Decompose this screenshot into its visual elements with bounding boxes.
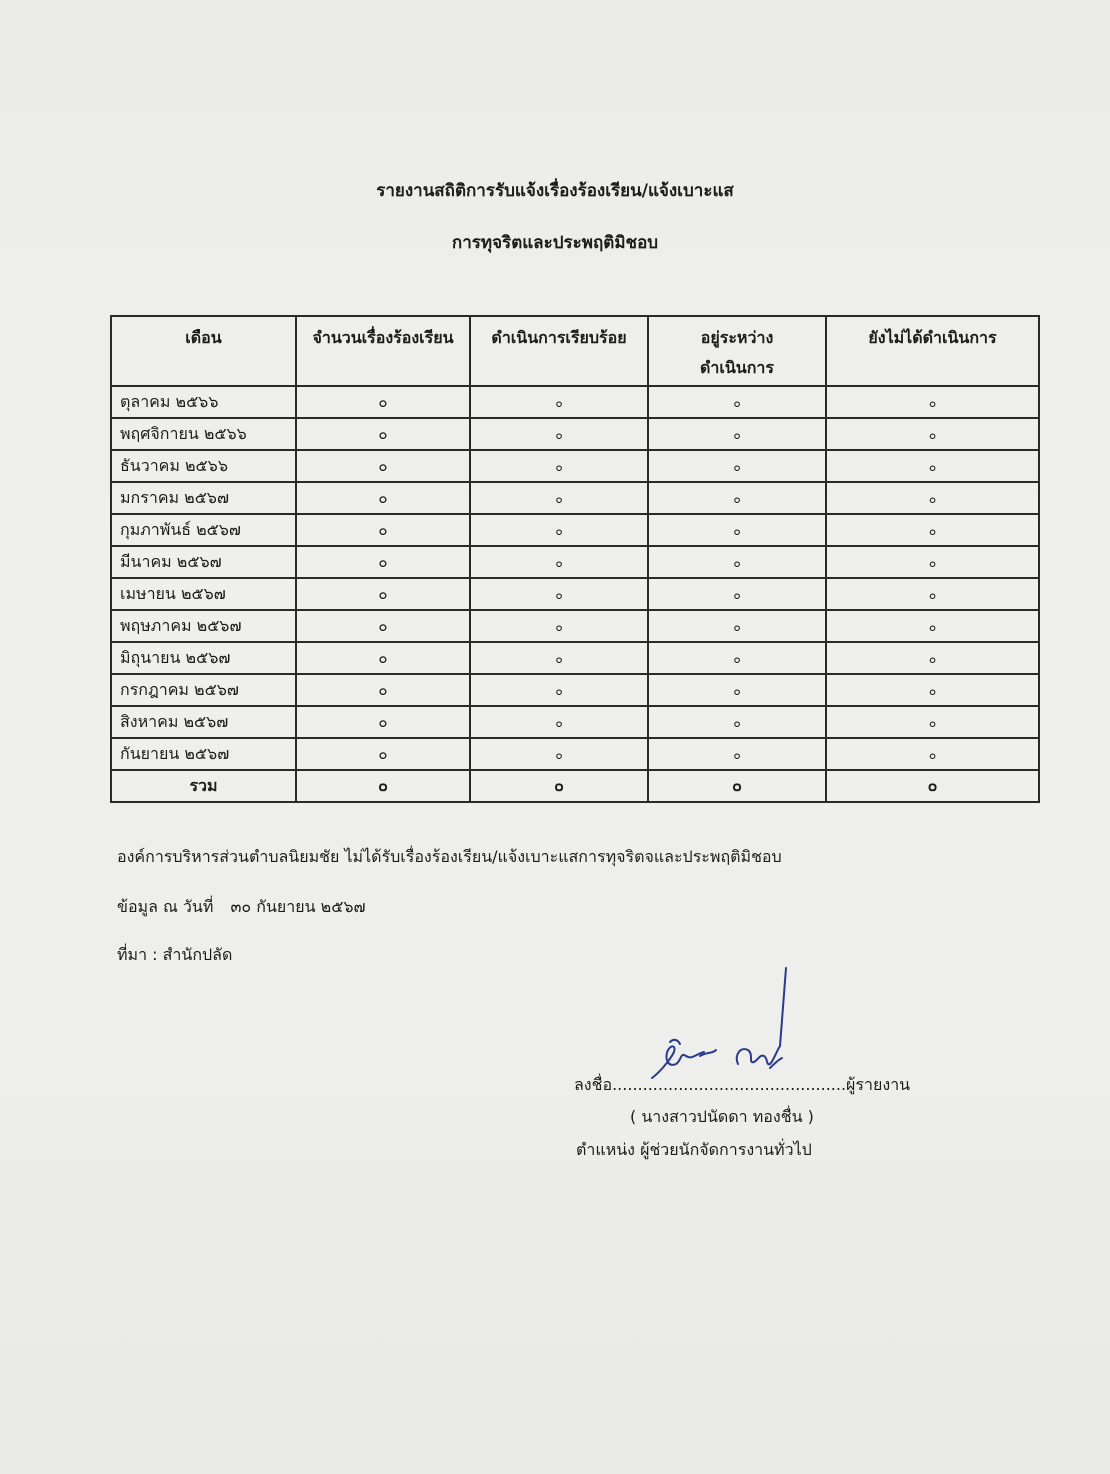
header-month: เดือน [111,316,296,386]
not-started-cell [826,418,1039,450]
table-header-row [111,316,1039,386]
received-cell [296,386,470,418]
in-progress-cell [648,578,826,610]
month-cell: กันยายน ๒๕๖๗ [111,738,296,770]
not-started-cell-value: ๐ [928,619,937,634]
in-progress-cell [648,738,826,770]
completed-cell-value: ๐ [555,555,563,570]
not-started-cell-value: ๐ [928,587,937,602]
received-cell [296,706,470,738]
sign-dots: .............................................. [612,1075,847,1094]
month-cell: ตุลาคม ๒๕๖๖ [111,386,296,418]
in-progress-cell-value: ๐ [733,395,741,410]
header-received: จำนวนเรื่องร้องเรียน [296,316,470,386]
not-started-cell [826,738,1039,770]
not-started-cell [826,642,1039,674]
total-row [111,770,1039,802]
received-cell-value: ๐ [378,457,388,475]
not-started-cell [826,546,1039,578]
table-row [111,482,1039,514]
in-progress-cell-value: ๐ [733,427,741,442]
not-started-cell [826,450,1039,482]
month-cell: พฤษภาคม ๒๕๖๗ [111,610,296,642]
completed-cell [470,706,648,738]
received-cell-value: ๐ [378,585,388,603]
completed-cell-value: ๐ [555,747,563,762]
complaint-statistics-table [110,315,1040,803]
table-row [111,674,1039,706]
completed-cell-value: ๐ [555,587,563,602]
not-started-cell [826,386,1039,418]
completed-cell [470,386,648,418]
received-cell-value: ๐ [378,489,388,507]
completed-cell [470,450,648,482]
source-text: ที่มา : สำนักปลัด [117,945,233,964]
month-cell: มิถุนายน ๒๕๖๗ [111,642,296,674]
not-started-cell-value: ๐ [928,555,937,570]
table-body [111,386,1039,802]
not-started-cell-value: ๐ [928,683,937,698]
table-row [111,386,1039,418]
received-cell [296,482,470,514]
completed-cell-value: ๐ [555,523,563,538]
received-cell [296,546,470,578]
completed-cell-value: ๐ [555,459,563,474]
completed-cell-value: ๐ [555,491,563,506]
completed-cell-value: ๐ [555,683,563,698]
total-completed-cell: ๐ [470,770,648,802]
completed-cell [470,610,648,642]
total-in-progress-cell: ๐ [648,770,826,802]
completed-cell [470,578,648,610]
received-cell-value: ๐ [378,393,388,411]
data-date [117,895,366,920]
table-row [111,738,1039,770]
in-progress-cell-value: ๐ [733,523,741,538]
in-progress-cell-value: ๐ [733,651,741,666]
signature-line [574,1073,910,1098]
not-started-cell-value: ๐ [928,491,937,506]
received-cell [296,674,470,706]
in-progress-cell [648,642,826,674]
table-row [111,642,1039,674]
received-cell [296,418,470,450]
received-cell-value: ๐ [378,617,388,635]
not-started-cell [826,482,1039,514]
table-row [111,546,1039,578]
report-title-line2: การทุจริตและประพฤติมิชอบ [451,233,659,253]
report-title [0,177,1110,204]
reporter-position: ตำแหน่ง ผู้ช่วยนักจัดการงานทั่วไป [576,1140,812,1159]
in-progress-cell [648,706,826,738]
received-cell [296,450,470,482]
not-started-cell-value: ๐ [928,715,937,730]
not-started-cell [826,578,1039,610]
completed-cell [470,674,648,706]
sign-suffix: ผู้รายงาน [846,1075,911,1094]
not-started-cell-value: ๐ [928,523,937,538]
completed-cell [470,546,648,578]
table-row [111,450,1039,482]
completed-cell [470,482,648,514]
statement-text: องค์การบริหารส่วนตำบลนิยมชัย ไม่ได้รับเรื่องร้องเรียน/แจ้งเบาะแสการทุจริตจและประพฤติมิชอบ [117,847,782,866]
header-in-progress-line2: ดำเนินการ [700,358,774,377]
completed-cell [470,642,648,674]
month-cell: ธันวาคม ๒๕๖๖ [111,450,296,482]
report-title-line1: รายงานสถิติการรับแจ้งเรื่องร้องเรียน/แจ้งเบาะแส [376,181,734,201]
in-progress-cell-value: ๐ [733,619,741,634]
in-progress-cell [648,482,826,514]
in-progress-cell-value: ๐ [733,555,741,570]
in-progress-cell-value: ๐ [733,683,741,698]
total-label-cell: รวม [111,770,296,802]
completed-cell [470,514,648,546]
in-progress-cell [648,610,826,642]
received-cell-value: ๐ [378,713,388,731]
received-cell [296,738,470,770]
completed-cell-value: ๐ [555,427,563,442]
received-cell-value: ๐ [378,521,388,539]
sign-prefix: ลงชื่อ [574,1075,613,1094]
received-cell [296,578,470,610]
table-row [111,418,1039,450]
received-cell [296,642,470,674]
header-in-progress [648,316,826,386]
data-date-label: ข้อมูล ณ วันที่ [117,897,214,916]
received-cell-value: ๐ [378,553,388,571]
header-completed: ดำเนินการเรียบร้อย [470,316,648,386]
not-started-cell-value: ๐ [928,747,937,762]
month-cell: สิงหาคม ๒๕๖๗ [111,706,296,738]
total-not-started-cell: ๐ [826,770,1039,802]
in-progress-cell [648,418,826,450]
not-started-cell-value: ๐ [928,651,937,666]
month-cell: เมษายน ๒๕๖๗ [111,578,296,610]
handwritten-signature [630,960,810,1090]
completed-cell [470,418,648,450]
in-progress-cell-value: ๐ [733,715,741,730]
header-not-started: ยังไม่ได้ดำเนินการ [826,316,1039,386]
received-cell-value: ๐ [378,649,388,667]
month-cell: พฤศจิกายน ๒๕๖๖ [111,418,296,450]
month-cell: กรกฎาคม ๒๕๖๗ [111,674,296,706]
not-started-cell [826,514,1039,546]
month-cell: มกราคม ๒๕๖๗ [111,482,296,514]
table-row [111,578,1039,610]
received-cell [296,514,470,546]
reporter-name: ( นางสาวปนัดดา ทองชื่น ) [630,1107,814,1126]
not-started-cell-value: ๐ [928,395,937,410]
received-cell-value: ๐ [378,425,388,443]
table-row [111,514,1039,546]
not-started-cell [826,674,1039,706]
received-cell-value: ๐ [378,745,388,763]
header-in-progress-line1: อยู่ระหว่าง [700,328,774,347]
month-cell: กุมภาพันธ์ ๒๕๖๗ [111,514,296,546]
not-started-cell-value: ๐ [928,459,937,474]
in-progress-cell [648,674,826,706]
report-subtitle [0,229,1110,256]
completed-cell-value: ๐ [555,619,563,634]
in-progress-cell-value: ๐ [733,587,741,602]
in-progress-cell [648,514,826,546]
in-progress-cell-value: ๐ [733,747,741,762]
in-progress-cell-value: ๐ [733,491,741,506]
completed-cell-value: ๐ [555,715,563,730]
in-progress-cell-value: ๐ [733,459,741,474]
total-received-cell: ๐ [296,770,470,802]
data-date-value: ๓๐ กันยายน ๒๕๖๗ [230,897,366,916]
received-cell-value: ๐ [378,681,388,699]
month-cell: มีนาคม ๒๕๖๗ [111,546,296,578]
in-progress-cell [648,546,826,578]
in-progress-cell [648,386,826,418]
completed-cell-value: ๐ [555,395,563,410]
received-cell [296,610,470,642]
table-row [111,610,1039,642]
not-started-cell-value: ๐ [928,427,937,442]
completed-cell-value: ๐ [555,651,563,666]
table-row [111,706,1039,738]
in-progress-cell [648,450,826,482]
completed-cell [470,738,648,770]
not-started-cell [826,706,1039,738]
not-started-cell [826,610,1039,642]
